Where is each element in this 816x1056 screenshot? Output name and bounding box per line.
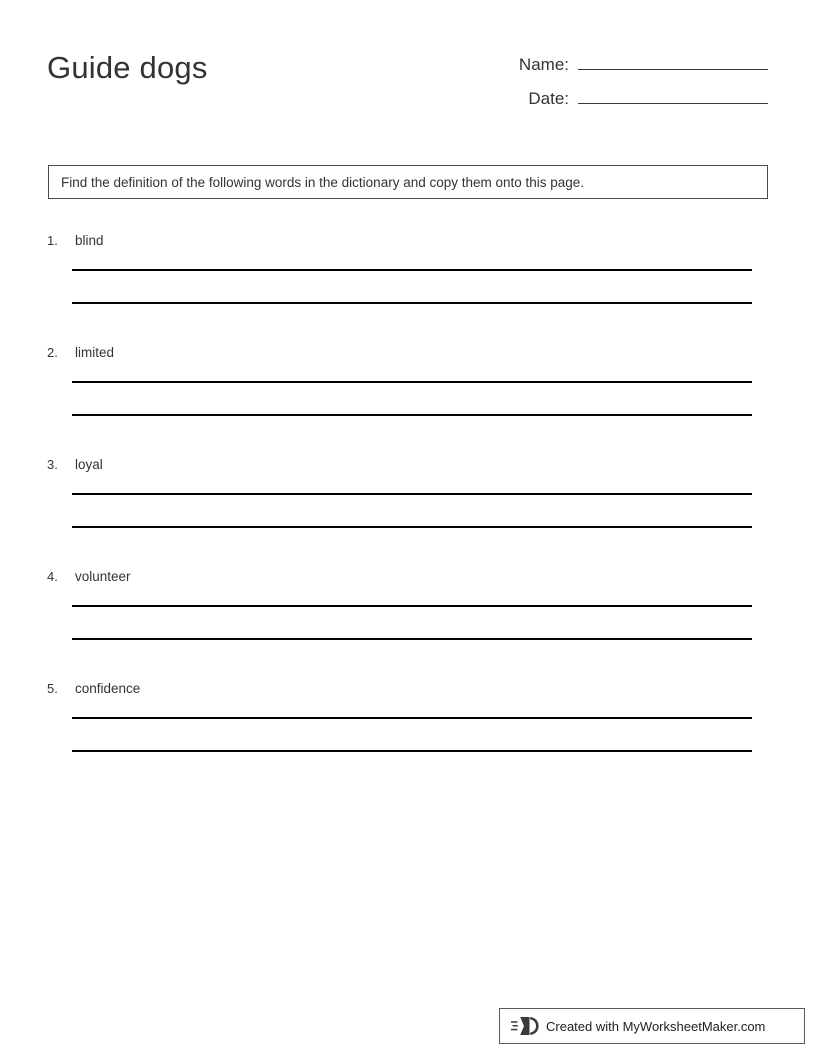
name-row xyxy=(478,50,768,84)
name-input-line[interactable] xyxy=(578,50,768,70)
word-heading xyxy=(47,345,114,360)
instruction-box xyxy=(48,165,768,199)
word-list xyxy=(0,230,816,790)
answer-line[interactable] xyxy=(72,526,752,528)
date-row xyxy=(478,84,768,118)
answer-line-gap xyxy=(72,383,752,414)
answer-lines[interactable] xyxy=(72,493,752,528)
answer-line[interactable] xyxy=(72,638,752,640)
item-number: 1. xyxy=(47,233,58,248)
item-word: blind xyxy=(75,233,104,248)
answer-line-gap xyxy=(72,719,752,750)
word-heading xyxy=(47,233,104,248)
item-word: loyal xyxy=(75,457,103,472)
item-number: 4. xyxy=(47,569,58,584)
answer-line[interactable] xyxy=(72,302,752,304)
answer-line-gap xyxy=(72,271,752,302)
footer-label: Created with MyWorksheetMaker.com xyxy=(546,1018,766,1034)
answer-line[interactable] xyxy=(72,750,752,752)
word-heading xyxy=(47,681,140,696)
date-label: Date: xyxy=(528,89,569,108)
list-item xyxy=(0,342,816,454)
word-heading xyxy=(47,457,103,472)
answer-line[interactable] xyxy=(72,414,752,416)
answer-line-gap xyxy=(72,495,752,526)
list-item xyxy=(0,454,816,566)
answer-lines[interactable] xyxy=(72,381,752,416)
page-title: Guide dogs xyxy=(47,50,208,85)
item-word: limited xyxy=(75,345,115,360)
worksheet-maker-logo-icon xyxy=(511,1015,541,1037)
word-heading xyxy=(47,569,131,584)
date-input-line[interactable] xyxy=(578,84,768,104)
item-word: confidence xyxy=(75,681,141,696)
list-item xyxy=(0,566,816,678)
item-word: volunteer xyxy=(75,569,131,584)
answer-lines[interactable] xyxy=(72,717,752,752)
item-number: 5. xyxy=(47,681,58,696)
item-number: 2. xyxy=(47,345,58,360)
answer-lines[interactable] xyxy=(72,269,752,304)
name-label: Name: xyxy=(518,55,569,74)
instruction-text: Find the definition of the following words in the dictionary and copy them onto this page. xyxy=(61,174,585,190)
item-number: 3. xyxy=(47,457,58,472)
answer-lines[interactable] xyxy=(72,605,752,640)
list-item xyxy=(0,678,816,790)
list-item xyxy=(0,230,816,342)
answer-line-gap xyxy=(72,607,752,638)
name-date-block xyxy=(478,50,768,118)
footer-badge[interactable] xyxy=(499,1008,805,1044)
